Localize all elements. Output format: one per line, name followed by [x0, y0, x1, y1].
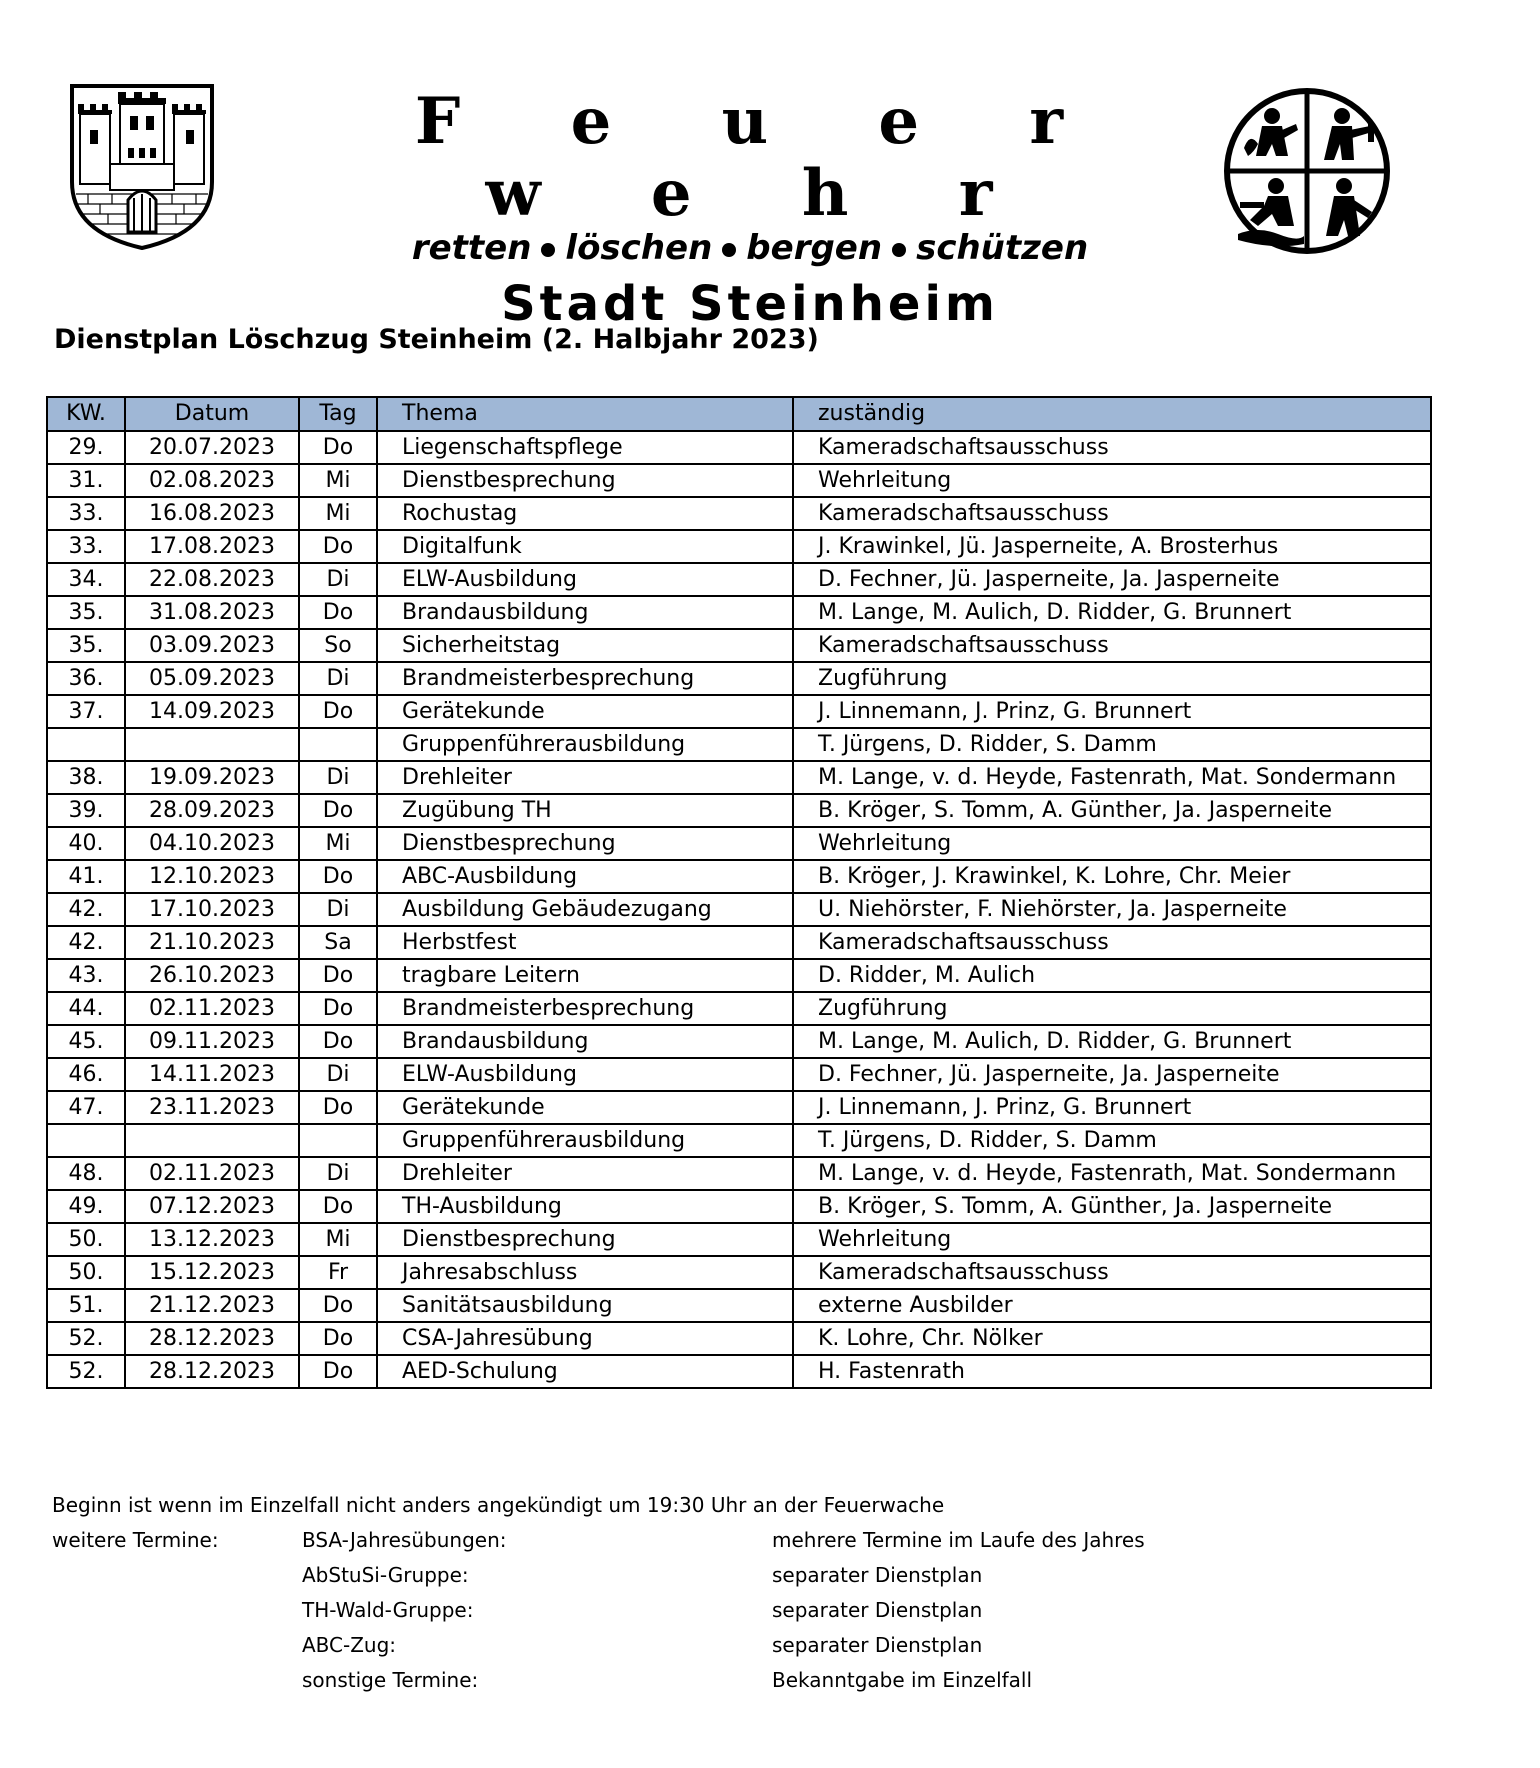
- cell-zustaendig: Kameradschaftsausschuss: [793, 926, 1431, 959]
- column-header-datum: Datum: [125, 397, 299, 431]
- table-row: [47, 497, 1431, 530]
- table-row: [47, 563, 1431, 596]
- table-row: [47, 926, 1431, 959]
- cell-datum: 07.12.2023: [125, 1190, 299, 1223]
- cell-datum: 19.09.2023: [125, 761, 299, 794]
- cell-kw: 35.: [47, 629, 125, 662]
- cell-zustaendig: B. Kröger, S. Tomm, A. Günther, Ja. Jasperneite: [793, 794, 1431, 827]
- cell-zustaendig: D. Fechner, Jü. Jasperneite, Ja. Jasperneite: [793, 563, 1431, 596]
- motto-word: schützen: [916, 228, 1089, 268]
- cell-thema: Brandausbildung: [377, 596, 793, 629]
- cell-thema: Gruppenführerausbildung: [377, 728, 793, 761]
- fire-brigade-emblem-icon: [1214, 86, 1400, 256]
- cell-zustaendig: M. Lange, v. d. Heyde, Fastenrath, Mat. Sondermann: [793, 761, 1431, 794]
- table-row: [47, 827, 1431, 860]
- cell-datum: 28.12.2023: [125, 1355, 299, 1388]
- cell-datum: 14.11.2023: [125, 1058, 299, 1091]
- cell-tag: Do: [299, 1355, 377, 1388]
- cell-datum: 17.10.2023: [125, 893, 299, 926]
- cell-datum: 26.10.2023: [125, 959, 299, 992]
- cell-tag: Do: [299, 959, 377, 992]
- cell-kw: 40.: [47, 827, 125, 860]
- cell-zustaendig: T. Jürgens, D. Ridder, S. Damm: [793, 728, 1431, 761]
- cell-tag: [299, 728, 377, 761]
- cell-kw: 36.: [47, 662, 125, 695]
- town-crest-castle-icon: [68, 82, 216, 252]
- header-title-block: [360, 86, 1140, 334]
- cell-thema: Sanitätsausbildung: [377, 1289, 793, 1322]
- cell-zustaendig: Kameradschaftsausschuss: [793, 1256, 1431, 1289]
- cell-datum: 13.12.2023: [125, 1223, 299, 1256]
- table-row: [47, 1256, 1431, 1289]
- cell-tag: Do: [299, 860, 377, 893]
- bullet-icon: [722, 243, 736, 257]
- cell-tag: Sa: [299, 926, 377, 959]
- table-row: [47, 1223, 1431, 1256]
- term-value: separater Dienstplan: [772, 1633, 983, 1657]
- cell-tag: Di: [299, 662, 377, 695]
- cell-kw: 37.: [47, 695, 125, 728]
- cell-tag: Do: [299, 794, 377, 827]
- page-title: F e u e r w e h r: [414, 84, 1108, 231]
- table-row: [47, 1091, 1431, 1124]
- cell-zustaendig: Zugführung: [793, 992, 1431, 1025]
- cell-datum: [125, 1124, 299, 1157]
- cell-zustaendig: externe Ausbilder: [793, 1289, 1431, 1322]
- cell-thema: Gerätekunde: [377, 695, 793, 728]
- cell-kw: 33.: [47, 530, 125, 563]
- cell-tag: Do: [299, 1025, 377, 1058]
- cell-kw: 42.: [47, 893, 125, 926]
- cell-zustaendig: Wehrleitung: [793, 827, 1431, 860]
- cell-thema: Brandmeisterbesprechung: [377, 992, 793, 1025]
- cell-tag: Di: [299, 893, 377, 926]
- cell-thema: Drehleiter: [377, 761, 793, 794]
- cell-kw: 45.: [47, 1025, 125, 1058]
- cell-thema: Ausbildung Gebäudezugang: [377, 893, 793, 926]
- cell-datum: 02.11.2023: [125, 1157, 299, 1190]
- cell-zustaendig: Kameradschaftsausschuss: [793, 497, 1431, 530]
- cell-thema: ABC-Ausbildung: [377, 860, 793, 893]
- cell-thema: Brandmeisterbesprechung: [377, 662, 793, 695]
- cell-thema: TH-Ausbildung: [377, 1190, 793, 1223]
- cell-thema: CSA-Jahresübung: [377, 1322, 793, 1355]
- table-row: [47, 1322, 1431, 1355]
- table-row: [47, 860, 1431, 893]
- cell-kw: 33.: [47, 497, 125, 530]
- cell-datum: 22.08.2023: [125, 563, 299, 596]
- term-name: BSA-Jahresübungen:: [302, 1528, 507, 1552]
- cell-kw: 41.: [47, 860, 125, 893]
- cell-kw: 50.: [47, 1223, 125, 1256]
- table-row: [47, 431, 1431, 464]
- cell-kw: 51.: [47, 1289, 125, 1322]
- cell-kw: 35.: [47, 596, 125, 629]
- table-row: [47, 629, 1431, 662]
- cell-kw: 34.: [47, 563, 125, 596]
- table-row: [47, 695, 1431, 728]
- cell-datum: 09.11.2023: [125, 1025, 299, 1058]
- motto-word: retten: [411, 228, 532, 268]
- table-row: [47, 662, 1431, 695]
- cell-thema: Rochustag: [377, 497, 793, 530]
- column-header-zustaendig: zuständig: [793, 397, 1431, 431]
- cell-datum: 31.08.2023: [125, 596, 299, 629]
- cell-zustaendig: J. Linnemann, J. Prinz, G. Brunnert: [793, 695, 1431, 728]
- cell-zustaendig: T. Jürgens, D. Ridder, S. Damm: [793, 1124, 1431, 1157]
- table-row: [47, 992, 1431, 1025]
- term-value: separater Dienstplan: [772, 1598, 983, 1622]
- cell-kw: 52.: [47, 1355, 125, 1388]
- cell-thema: tragbare Leitern: [377, 959, 793, 992]
- cell-thema: Jahresabschluss: [377, 1256, 793, 1289]
- term-name: TH-Wald-Gruppe:: [302, 1598, 474, 1622]
- cell-tag: Di: [299, 1058, 377, 1091]
- cell-thema: Dienstbesprechung: [377, 1223, 793, 1256]
- cell-datum: 21.12.2023: [125, 1289, 299, 1322]
- term-name: ABC-Zug:: [302, 1633, 397, 1657]
- cell-datum: 15.12.2023: [125, 1256, 299, 1289]
- cell-kw: 48.: [47, 1157, 125, 1190]
- cell-kw: [47, 728, 125, 761]
- cell-zustaendig: J. Linnemann, J. Prinz, G. Brunnert: [793, 1091, 1431, 1124]
- cell-zustaendig: H. Fastenrath: [793, 1355, 1431, 1388]
- cell-tag: Do: [299, 431, 377, 464]
- cell-thema: Gerätekunde: [377, 1091, 793, 1124]
- cell-zustaendig: Zugführung: [793, 662, 1431, 695]
- cell-tag: Do: [299, 1289, 377, 1322]
- cell-datum: 02.08.2023: [125, 464, 299, 497]
- cell-zustaendig: D. Ridder, M. Aulich: [793, 959, 1431, 992]
- cell-tag: Di: [299, 1157, 377, 1190]
- table-row: [47, 794, 1431, 827]
- cell-tag: [299, 1124, 377, 1157]
- cell-datum: 03.09.2023: [125, 629, 299, 662]
- cell-datum: 28.09.2023: [125, 794, 299, 827]
- cell-kw: 47.: [47, 1091, 125, 1124]
- table-row: [47, 1025, 1431, 1058]
- column-header-kw: KW.: [47, 397, 125, 431]
- cell-datum: 05.09.2023: [125, 662, 299, 695]
- table-row: [47, 959, 1431, 992]
- cell-tag: Di: [299, 563, 377, 596]
- cell-datum: 21.10.2023: [125, 926, 299, 959]
- cell-tag: Do: [299, 1091, 377, 1124]
- cell-kw: 39.: [47, 794, 125, 827]
- cell-datum: 23.11.2023: [125, 1091, 299, 1124]
- table-row: [47, 1058, 1431, 1091]
- column-header-tag: Tag: [299, 397, 377, 431]
- cell-tag: Fr: [299, 1256, 377, 1289]
- cell-zustaendig: B. Kröger, J. Krawinkel, K. Lohre, Chr. Meier: [793, 860, 1431, 893]
- table-row: [47, 1124, 1431, 1157]
- city-name: Stadt Steinheim: [501, 276, 999, 332]
- cell-datum: 16.08.2023: [125, 497, 299, 530]
- table-row: [47, 530, 1431, 563]
- cell-kw: 29.: [47, 431, 125, 464]
- cell-kw: 44.: [47, 992, 125, 1025]
- motto-word: bergen: [746, 228, 883, 268]
- cell-zustaendig: Kameradschaftsausschuss: [793, 629, 1431, 662]
- cell-zustaendig: D. Fechner, Jü. Jasperneite, Ja. Jasperneite: [793, 1058, 1431, 1091]
- cell-thema: Brandausbildung: [377, 1025, 793, 1058]
- cell-thema: Drehleiter: [377, 1157, 793, 1190]
- cell-tag: Mi: [299, 1223, 377, 1256]
- cell-zustaendig: M. Lange, M. Aulich, D. Ridder, G. Brunnert: [793, 1025, 1431, 1058]
- cell-datum: 12.10.2023: [125, 860, 299, 893]
- cell-zustaendig: Wehrleitung: [793, 1223, 1431, 1256]
- cell-thema: Liegenschaftspflege: [377, 431, 793, 464]
- cell-datum: 28.12.2023: [125, 1322, 299, 1355]
- cell-thema: Dienstbesprechung: [377, 464, 793, 497]
- cell-kw: 43.: [47, 959, 125, 992]
- cell-kw: 31.: [47, 464, 125, 497]
- table-row: [47, 1289, 1431, 1322]
- cell-datum: [125, 728, 299, 761]
- term-name: sonstige Termine:: [302, 1668, 479, 1692]
- cell-zustaendig: B. Kröger, S. Tomm, A. Günther, Ja. Jasperneite: [793, 1190, 1431, 1223]
- cell-datum: 02.11.2023: [125, 992, 299, 1025]
- bullet-icon: [892, 243, 906, 257]
- term-value: Bekanntgabe im Einzelfall: [772, 1668, 1033, 1692]
- cell-kw: 46.: [47, 1058, 125, 1091]
- cell-kw: 49.: [47, 1190, 125, 1223]
- cell-tag: Di: [299, 761, 377, 794]
- cell-thema: AED-Schulung: [377, 1355, 793, 1388]
- table-row: [47, 596, 1431, 629]
- cell-tag: Do: [299, 695, 377, 728]
- table-row: [47, 1355, 1431, 1388]
- cell-tag: Do: [299, 596, 377, 629]
- table-row: [47, 761, 1431, 794]
- cell-thema: ELW-Ausbildung: [377, 563, 793, 596]
- cell-thema: Zugübung TH: [377, 794, 793, 827]
- cell-tag: Mi: [299, 497, 377, 530]
- cell-thema: Sicherheitstag: [377, 629, 793, 662]
- cell-tag: Do: [299, 1190, 377, 1223]
- schedule-table: [46, 396, 1432, 1389]
- cell-tag: Do: [299, 530, 377, 563]
- cell-zustaendig: M. Lange, M. Aulich, D. Ridder, G. Brunnert: [793, 596, 1431, 629]
- start-time-note: Beginn ist wenn im Einzelfall nicht anders angekündigt um 19:30 Uhr an der Feuerwache: [52, 1493, 945, 1517]
- schedule-heading: Dienstplan Löschzug Steinheim (2. Halbjahr 2023): [54, 324, 819, 355]
- cell-tag: Mi: [299, 464, 377, 497]
- cell-tag: So: [299, 629, 377, 662]
- further-dates-label: weitere Termine:: [52, 1528, 219, 1552]
- cell-kw: 42.: [47, 926, 125, 959]
- cell-datum: 17.08.2023: [125, 530, 299, 563]
- motto-word: löschen: [565, 228, 713, 268]
- term-value: mehrere Termine im Laufe des Jahres: [772, 1528, 1145, 1552]
- bullet-icon: [541, 243, 555, 257]
- cell-zustaendig: M. Lange, v. d. Heyde, Fastenrath, Mat. Sondermann: [793, 1157, 1431, 1190]
- cell-thema: ELW-Ausbildung: [377, 1058, 793, 1091]
- table-row: [47, 464, 1431, 497]
- term-value: separater Dienstplan: [772, 1563, 983, 1587]
- table-row: [47, 893, 1431, 926]
- cell-thema: Herbstfest: [377, 926, 793, 959]
- table-row: [47, 1190, 1431, 1223]
- column-header-thema: Thema: [377, 397, 793, 431]
- term-name: AbStuSi-Gruppe:: [302, 1563, 469, 1587]
- table-row: [47, 728, 1431, 761]
- cell-kw: 38.: [47, 761, 125, 794]
- cell-thema: Dienstbesprechung: [377, 827, 793, 860]
- cell-thema: Gruppenführerausbildung: [377, 1124, 793, 1157]
- cell-zustaendig: J. Krawinkel, Jü. Jasperneite, A. Brosterhus: [793, 530, 1431, 563]
- motto: [360, 226, 1140, 270]
- table-row: [47, 1157, 1431, 1190]
- cell-zustaendig: Wehrleitung: [793, 464, 1431, 497]
- cell-tag: Mi: [299, 827, 377, 860]
- cell-tag: Do: [299, 992, 377, 1025]
- cell-thema: Digitalfunk: [377, 530, 793, 563]
- cell-zustaendig: Kameradschaftsausschuss: [793, 431, 1431, 464]
- cell-datum: 04.10.2023: [125, 827, 299, 860]
- cell-datum: 14.09.2023: [125, 695, 299, 728]
- cell-kw: 52.: [47, 1322, 125, 1355]
- cell-kw: [47, 1124, 125, 1157]
- cell-zustaendig: K. Lohre, Chr. Nölker: [793, 1322, 1431, 1355]
- cell-tag: Do: [299, 1322, 377, 1355]
- table-body: [47, 431, 1431, 1388]
- cell-kw: 50.: [47, 1256, 125, 1289]
- cell-zustaendig: U. Niehörster, F. Niehörster, Ja. Jasperneite: [793, 893, 1431, 926]
- cell-datum: 20.07.2023: [125, 431, 299, 464]
- table-header-row: [47, 397, 1431, 431]
